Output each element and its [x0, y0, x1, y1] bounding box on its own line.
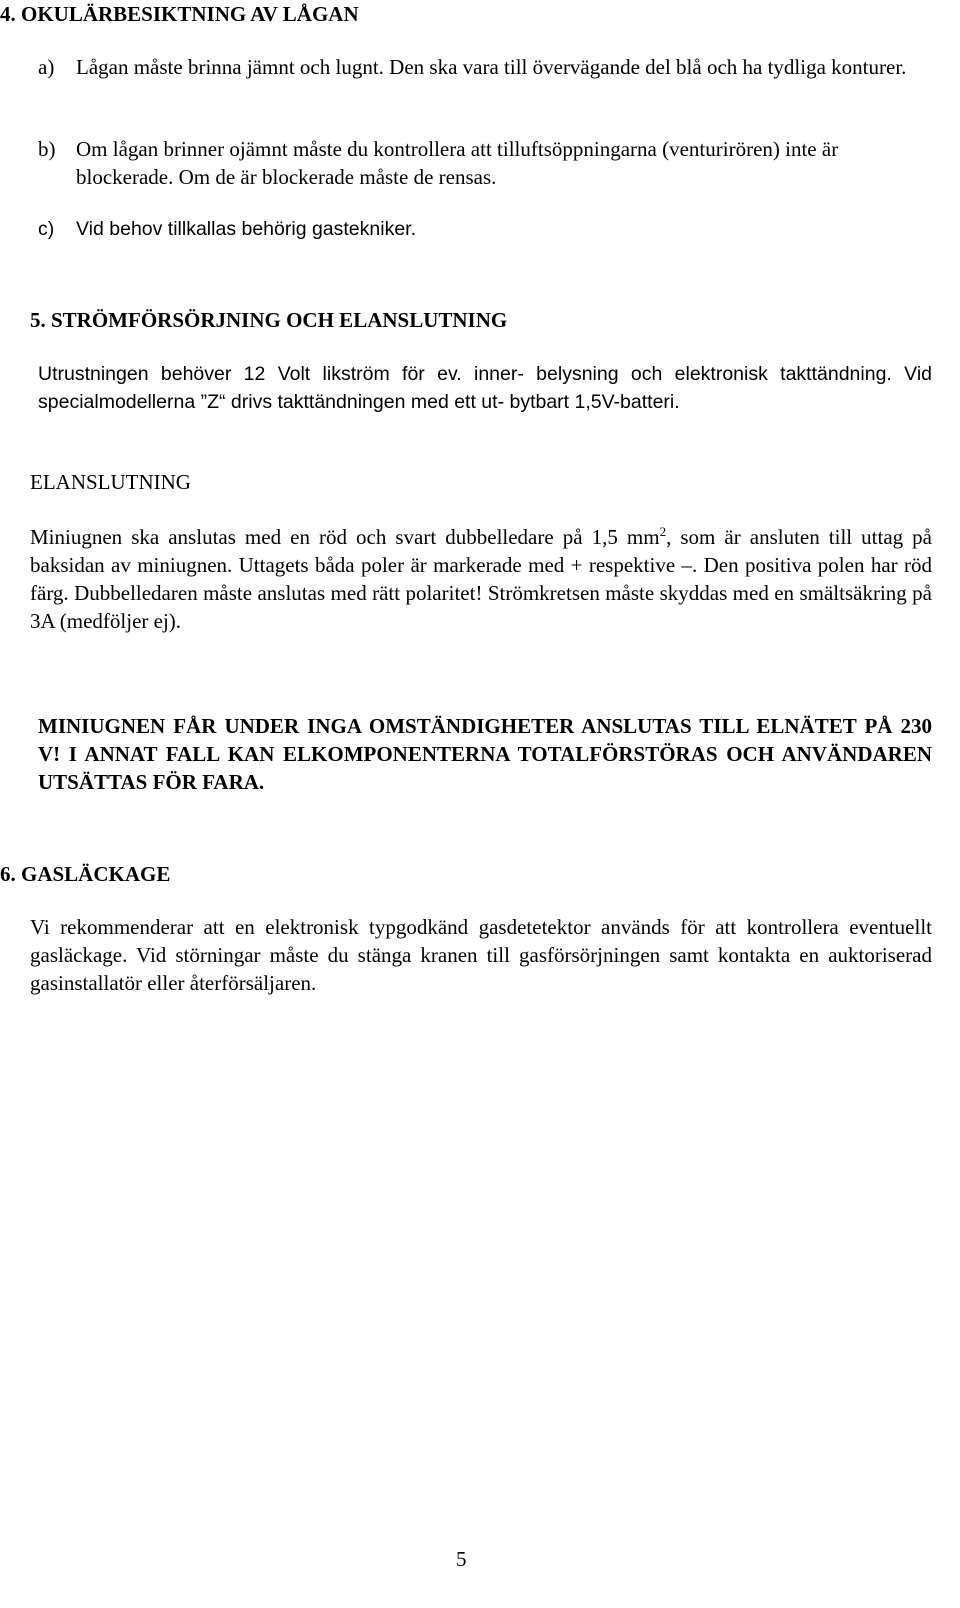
elanslutning-subheading: ELANSLUTNING [30, 470, 191, 494]
section-5-heading: 5. STRÖMFÖRSÖRJNING OCH ELANSLUTNING [30, 308, 508, 332]
page-number: 5 [456, 1547, 467, 1571]
list-item-text: Lågan måste brinna jämnt och lugnt. Den ska vara till övervägande del blå och ha tydliga konturer. [76, 55, 907, 79]
superscript: 2 [659, 524, 667, 539]
warning-text: MINIUGNEN FÅR UNDER INGA OMSTÄNDIGHETER ANSLUTAS TILL ELNÄTET PÅ 230 V! I ANNAT FALL KAN ELKOMPONENTERNA TOTALFÖRSTÖRAS OCH ANVÄNDAREN UTSÄTTAS FÖR FARA. [38, 714, 932, 794]
list-item [38, 135, 938, 191]
section-6-heading: 6. GASLÄCKAGE [0, 862, 171, 886]
list-item-label: b) [38, 137, 56, 161]
list-item-label: a) [38, 55, 55, 79]
list-item [38, 53, 938, 81]
section-6-text: Vi rekommenderar att en elektronisk typgodkänd gasdetetektor används för att kontrollera eventuellt gasläckage. Vid störningar måste du stänga kranen till gasförsörjningen samt kontakta en auktoriserad gasinstallatör eller återförsäljaren. [30, 915, 932, 995]
elanslutning-paragraph [30, 523, 932, 635]
paragraph-text: , som är ansluten till uttag på baksidan av miniugnen. Uttagets båda poler är markerade med + respektive –. Den positiva polen har röd färg. Dubbelledaren måste anslutas med rätt polaritet! Strömkretsen måste skyddas med en smältsäkring på 3A (medföljer ej). [30, 525, 933, 633]
list-item [38, 215, 938, 243]
section-5-intro: Utrustningen behöver 12 Volt likström för ev. inner- belysning och elektronisk takttändning. Vid specialmodellerna ”Z“ drivs takttändningen med ett ut- bytbart 1,5V-batteri. [38, 363, 932, 413]
section-4-heading: 4. OKULÄRBESIKTNING AV LÅGAN [0, 2, 359, 26]
list-item-text: Om lågan brinner ojämnt måste du kontrollera att tilluftsöppningarna (venturirören) inte är blockerade. Om de är blockerade måste de rensas. [76, 137, 839, 189]
paragraph-text: Miniugnen ska anslutas med en röd och svart dubbelledare på 1,5 mm [30, 525, 660, 549]
list-item-label: c) [38, 218, 55, 240]
list-item-text: Vid behov tillkallas behörig gastekniker. [76, 218, 417, 240]
